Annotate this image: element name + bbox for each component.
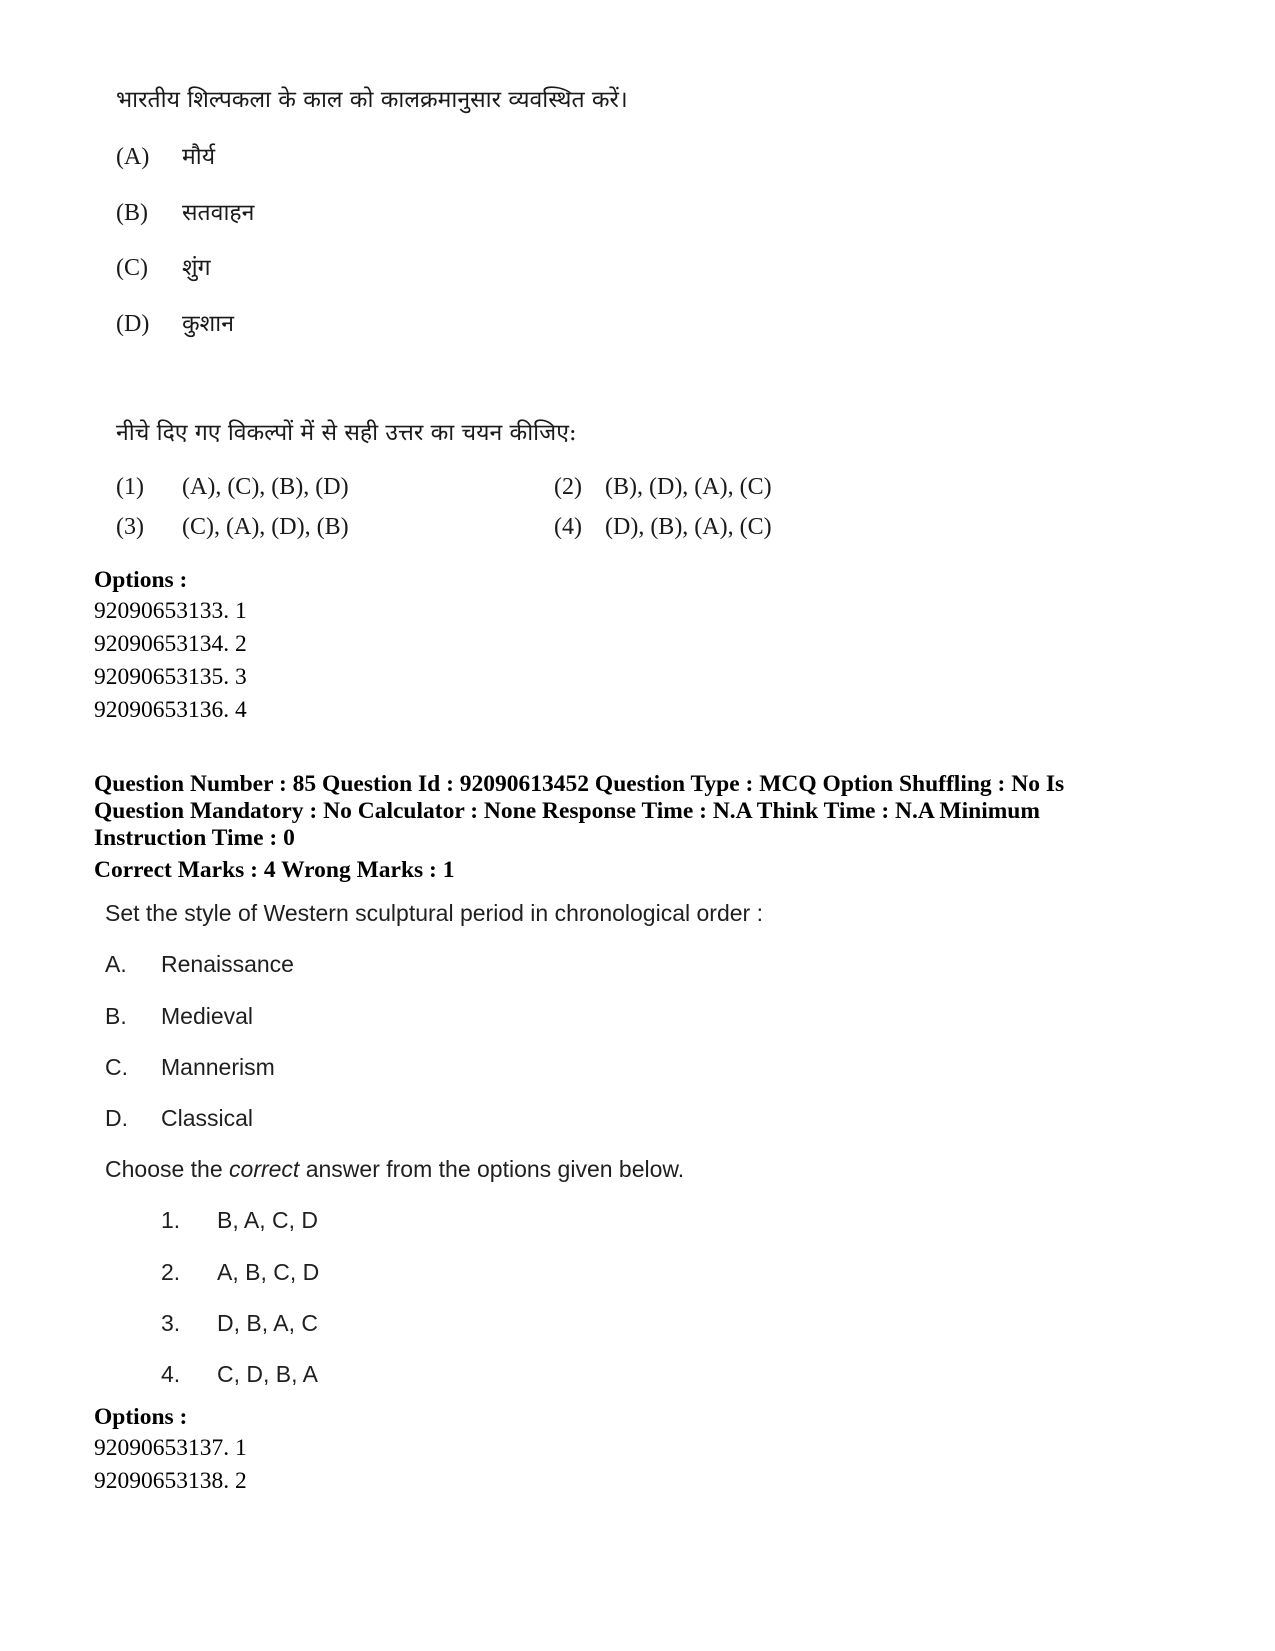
q84-item-text: कुशान: [182, 311, 235, 337]
q85-stem: Set the style of Western sculptural period in chronological order :: [105, 900, 763, 926]
q85-instruction-post: answer from the options given below.: [299, 1156, 685, 1182]
q85-item-label: C.: [105, 1054, 128, 1080]
q84-choice-text: (C), (A), (D), (B): [182, 514, 349, 540]
q84-item-label: (D): [116, 311, 150, 337]
q84-choice-2: [554, 474, 772, 501]
q85-choice-2: [161, 1259, 319, 1286]
q85-item-text: Mannerism: [161, 1054, 275, 1080]
q85-instruction: [105, 1156, 684, 1183]
q84-item-text: मौर्य: [182, 144, 216, 170]
q85-meta-line-3: Instruction Time : 0: [94, 825, 295, 851]
q85-choice-text: A, B, C, D: [217, 1259, 320, 1285]
q84-item-text: सतवाहन: [182, 200, 255, 226]
q85-item-b: [105, 1003, 253, 1030]
q84-choice-4: [554, 514, 772, 541]
q84-stem: भारतीय शिल्पकला के काल को कालक्रमानुसार व्यवस्थित करें।: [116, 87, 628, 113]
q84-item-label: (C): [116, 255, 148, 281]
q84-instruction: नीचे दिए गए विकल्पों में से सही उत्तर का चयन कीजिए:: [116, 420, 577, 446]
q84-choice-1: [116, 474, 349, 501]
q85-item-c: [105, 1054, 275, 1081]
q85-item-text: Medieval: [161, 1003, 254, 1029]
q84-choice-num: (4): [554, 514, 582, 540]
q84-choice-text: (A), (C), (B), (D): [182, 474, 349, 500]
q85-item-label: A.: [105, 951, 127, 977]
q84-choice-3: [116, 514, 349, 541]
q85-item-label: D.: [105, 1105, 128, 1131]
q85-item-a: [105, 951, 294, 978]
q84-options-heading: Options :: [94, 567, 188, 593]
q85-choice-4: [161, 1361, 318, 1388]
q85-meta-line-2: Question Mandatory : No Calculator : None Response Time : N.A Think Time : N.A Minimum: [94, 798, 1040, 824]
q84-option-id-3: 92090653135. 3: [94, 664, 247, 690]
q85-instruction-pre: Choose the: [105, 1156, 230, 1182]
q84-option-id-4: 92090653136. 4: [94, 697, 247, 723]
q85-marks: Correct Marks : 4 Wrong Marks : 1: [94, 857, 455, 883]
q84-item-c: [116, 250, 211, 282]
q84-item-d: [116, 306, 234, 338]
q84-choice-num: (3): [116, 514, 144, 540]
q85-item-text: Classical: [161, 1105, 254, 1131]
q84-item-label: (A): [116, 144, 150, 170]
q85-meta-line-1: Question Number : 85 Question Id : 92090613452 Question Type : MCQ Option Shuffling : No Is: [94, 771, 1065, 797]
q84-choice-num: (1): [116, 474, 144, 500]
q85-choice-text: B, A, C, D: [217, 1207, 318, 1233]
q85-option-id-2: 92090653138. 2: [94, 1468, 247, 1494]
q85-choice-text: D, B, A, C: [217, 1310, 318, 1336]
q84-choice-num: (2): [554, 474, 582, 500]
q84-option-id-2: 92090653134. 2: [94, 631, 247, 657]
q85-choice-num: 3.: [161, 1310, 181, 1336]
q84-item-b: [116, 195, 254, 227]
q84-item-text: शुंग: [182, 255, 211, 281]
q85-choice-num: 1.: [161, 1207, 181, 1233]
q85-choice-num: 2.: [161, 1259, 181, 1285]
q84-option-id-1: 92090653133. 1: [94, 598, 247, 624]
q85-choice-1: [161, 1207, 318, 1234]
q84-item-label: (B): [116, 200, 148, 226]
q85-options-heading: Options :: [94, 1404, 188, 1430]
q85-option-id-1: 92090653137. 1: [94, 1435, 247, 1461]
q84-choice-text: (B), (D), (A), (C): [605, 474, 772, 500]
q85-choice-text: C, D, B, A: [217, 1361, 318, 1387]
q85-item-text: Renaissance: [161, 951, 294, 977]
q85-instruction-emphasis: correct: [229, 1156, 300, 1182]
q85-item-d: [105, 1105, 253, 1132]
q85-choice-3: [161, 1310, 318, 1337]
q84-choice-text: (D), (B), (A), (C): [605, 514, 772, 540]
q85-choice-num: 4.: [161, 1361, 181, 1387]
q85-item-label: B.: [105, 1003, 127, 1029]
q84-item-a: [116, 139, 215, 171]
